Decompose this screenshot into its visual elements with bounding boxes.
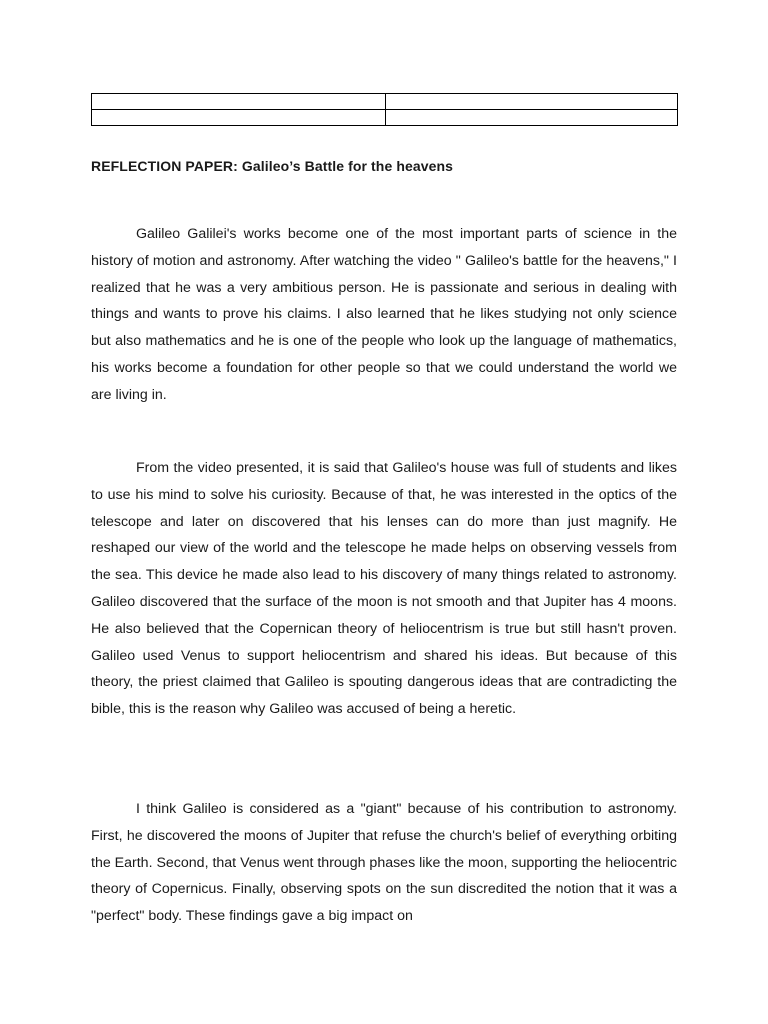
table-cell bbox=[92, 94, 386, 110]
table-cell bbox=[92, 110, 386, 126]
paragraph-1: Galileo Galilei's works become one of the most important parts of science in the history of motion and astronomy. After watching the video " Galileo's battle for the heavens," I realized that he was a very ambitious person. He is passionate and serious in dealing with things and wants to prove his claims. I also learned that he likes studying not only science but also mathematics and he is one of the people who look up the language of mathematics, his works become a foundation for other people so that we could understand the world we are living in. bbox=[91, 226, 677, 403]
paragraph-2: From the video presented, it is said that Galileo's house was full of students and likes to use his mind to solve his curiosity. Because of that, he was interested in the optics of the telescope and later on discovered that his lenses can do more than just magnify. He reshaped our view of the world and the telescope he made helps on observing vessels from the sea. This device he made also lead to his discovery of many things related to astronomy. Galileo discovered that the surface of the moon is not smooth and that Jupiter has 4 moons. He also believed that the Copernican theory of heliocentrism is true but still hasn't proven. Galileo used Venus to support heliocentrism and shared his ideas. But because of this theory, the priest claimed that Galileo is spouting dangerous ideas that are contradicting the bible, this is the reason why Galileo was accused of being a heretic. bbox=[91, 460, 677, 718]
table-row bbox=[92, 94, 678, 110]
table-cell bbox=[386, 110, 678, 126]
table-cell bbox=[386, 94, 678, 110]
paper-title: REFLECTION PAPER: Galileo’s Battle for the heavens bbox=[91, 158, 454, 174]
table-row bbox=[92, 110, 678, 126]
header-info-table bbox=[91, 93, 678, 126]
paragraph-3: I think Galileo is considered as a "giant" because of his contribution to astronomy. First, he discovered the moons of Jupiter that refuse the church's belief of everything orbiting the Earth. Second, that Venus went through phases like the moon, supporting the heliocentric theory of Copernicus. Finally, observing spots on the sun discredited the notion that it was a "perfect" body. These findings gave a big impact on bbox=[91, 801, 678, 925]
